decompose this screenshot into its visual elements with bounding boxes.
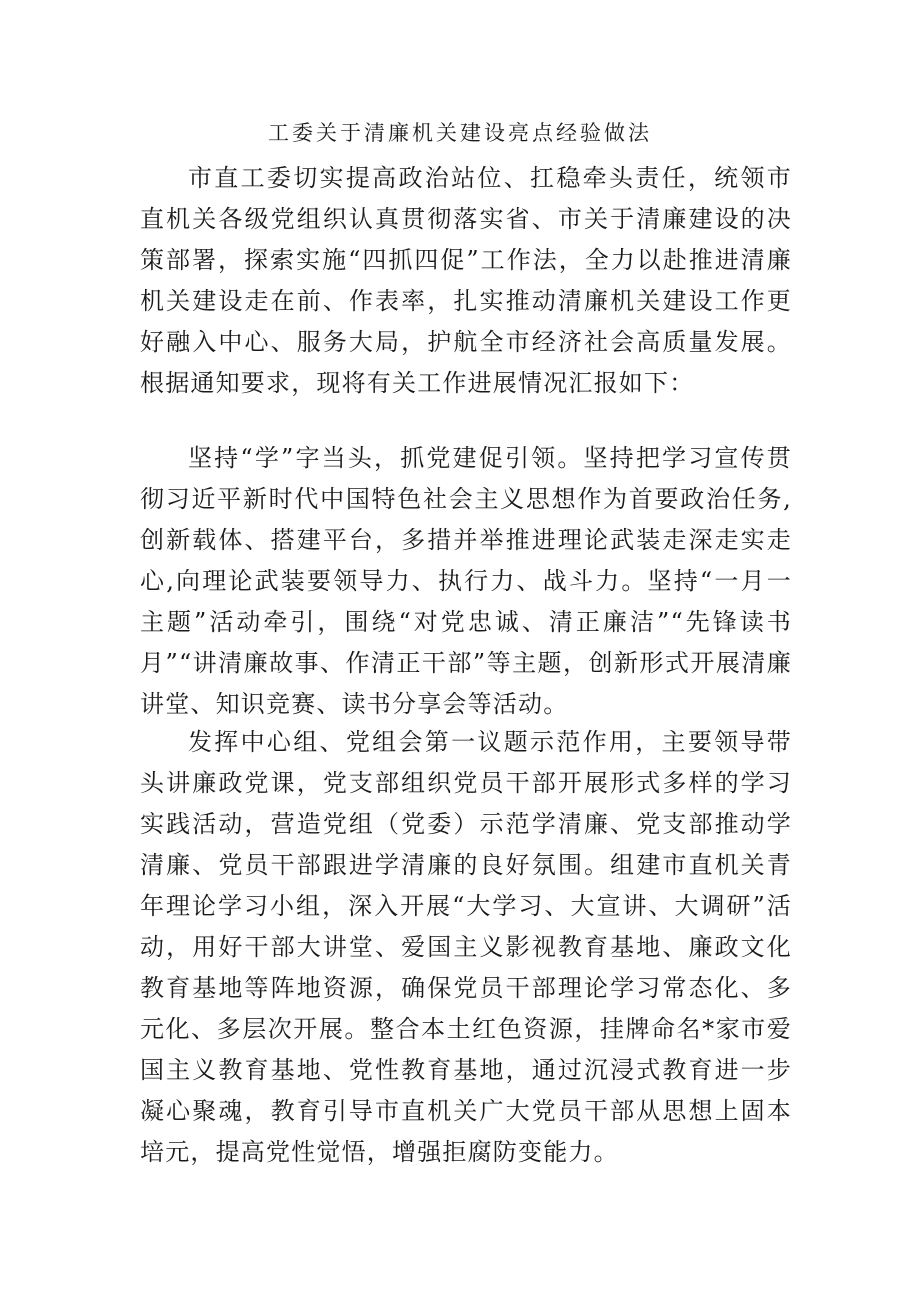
document-title: 工委关于清廉机关建设亮点经验做法 (268, 121, 652, 145)
body-paragraph-intro (140, 158, 792, 404)
paragraph-text: 坚持“学”字当头，抓党建促引领。坚持把学习宣传贯彻习近平新时代中国特色社会主义思想作为首要政治任务,创新载体、搭建平台，多措并举推进理论武装走深走实走心,向理论武装要领导力、执行力、战斗力。坚持“一月一主题”活动牵引，围绕“对党忠诚、清正廉洁”“先锋读书月”“讲清廉故事、作清正干部”等主题，创新形式开展清廉讲堂、知识竞赛、读书分享会等活动。 (140, 444, 792, 718)
body-paragraph-demonstration (140, 722, 792, 1173)
paragraph-text: 发挥中心组、党组会第一议题示范作用，主要领导带头讲廉政党课，党支部组织党员干部开展形式多样的学习实践活动，营造党组（党委）示范学清廉、党支部推动学清廉、党员干部跟进学清廉的良好氛围。组建市直机关青年理论学习小组，深入开展“大学习、大宣讲、大调研”活动，用好干部大讲堂、爱国主义影视教育基地、廉政文化教育基地等阵地资源，确保党员干部理论学习常态化、多元化、多层次开展。整合本土红色资源，挂牌命名*家市爱国主义教育基地、党性教育基地，通过沉浸式教育进一步凝心聚魂，教育引导市直机关广大党员干部从思想上固本培元，提高党性觉悟，增强拒腐防变能力。 (140, 728, 792, 1166)
body-paragraph-study (140, 438, 792, 725)
paragraph-text: 市直工委切实提高政治站位、扛稳牵头责任，统领市直机关各级党组织认真贯彻落实省、市关于清廉建设的决策部署，探索实施“四抓四促”工作法，全力以赴推进清廉机关建设走在前、作表率，扎实推动清廉机关建设工作更好融入中心、服务大局，护航全市经济社会高质量发展。根据通知要求，现将有关工作进展情况汇报如下： (140, 164, 792, 397)
